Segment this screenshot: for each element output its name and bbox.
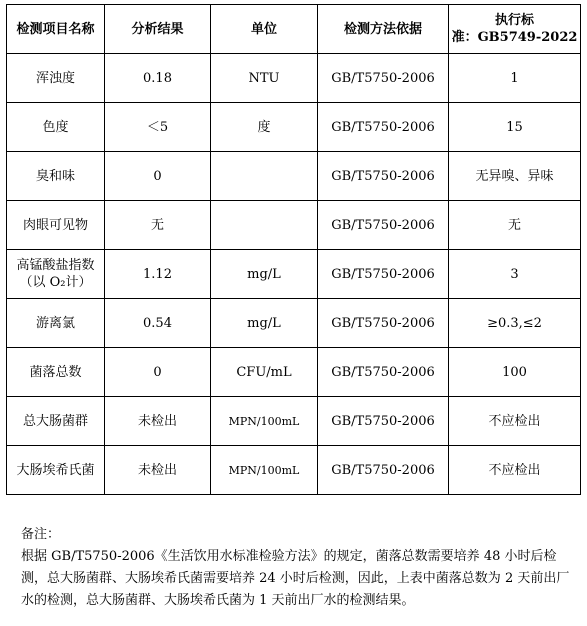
header-standard	[449, 5, 581, 54]
cell-item: 臭和味	[7, 152, 105, 201]
cell-unit: MPN/100mL	[211, 446, 318, 495]
table-row	[7, 152, 581, 201]
cell-result: 无	[105, 201, 211, 250]
cell-result: ＜5	[105, 103, 211, 152]
cell-method: GB/T5750-2006	[318, 103, 449, 152]
cell-standard: 15	[449, 103, 581, 152]
cell-unit	[211, 201, 318, 250]
notes-text: 根据 GB/T5750-2006《生活饮用水标准检验方法》的规定，菌落总数需要培养 48 小时后检测，总大肠菌群、大肠埃希氏菌需要培养 24 小时后检测，因此，上表中菌落总数为 2 天前出厂水的检测，总大肠菌群、大肠埃希氏菌为 1 天前出厂水的检测结果。	[21, 549, 570, 608]
cell-method: GB/T5750-2006	[318, 201, 449, 250]
cell-result: 0	[105, 348, 211, 397]
header-standard-line1: 执行标	[494, 13, 534, 28]
notes-label: 备注：	[21, 527, 61, 542]
notes-section	[21, 524, 577, 612]
cell-unit: 度	[211, 103, 318, 152]
cell-unit	[211, 152, 318, 201]
header-standard-line2: 准：GB5749-2022	[451, 30, 578, 45]
cell-result: 0	[105, 152, 211, 201]
table-header-row	[7, 5, 581, 54]
table-row	[7, 446, 581, 495]
cell-standard: 100	[449, 348, 581, 397]
cell-item: 浑浊度	[7, 54, 105, 103]
cell-unit: mg/L	[211, 299, 318, 348]
table-row	[7, 299, 581, 348]
cell-unit: MPN/100mL	[211, 397, 318, 446]
cell-result: 0.18	[105, 54, 211, 103]
cell-item: 色度	[7, 103, 105, 152]
cell-standard: 无异嗅、异味	[449, 152, 581, 201]
cell-standard: 不应检出	[449, 446, 581, 495]
cell-item: 总大肠菌群	[7, 397, 105, 446]
cell-item: 肉眼可见物	[7, 201, 105, 250]
cell-result: 未检出	[105, 446, 211, 495]
cell-unit: CFU/mL	[211, 348, 318, 397]
cell-result: 1.12	[105, 250, 211, 299]
cell-standard: 1	[449, 54, 581, 103]
cell-item: 游离氯	[7, 299, 105, 348]
table-row	[7, 348, 581, 397]
cell-unit: NTU	[211, 54, 318, 103]
table-row	[7, 250, 581, 299]
cell-item	[7, 250, 105, 299]
cell-item: 菌落总数	[7, 348, 105, 397]
header-method: 检测方法依据	[318, 5, 449, 54]
water-quality-table	[6, 4, 581, 495]
header-item-name: 检测项目名称	[7, 5, 105, 54]
header-unit: 单位	[211, 5, 318, 54]
table-row	[7, 201, 581, 250]
cell-unit: mg/L	[211, 250, 318, 299]
cell-method: GB/T5750-2006	[318, 397, 449, 446]
cell-item: 大肠埃希氏菌	[7, 446, 105, 495]
header-result: 分析结果	[105, 5, 211, 54]
table-row	[7, 103, 581, 152]
cell-standard: 无	[449, 201, 581, 250]
cell-method: GB/T5750-2006	[318, 152, 449, 201]
cell-method: GB/T5750-2006	[318, 250, 449, 299]
cell-result: 0.54	[105, 299, 211, 348]
cell-standard: ≥0.3,≤2	[449, 299, 581, 348]
table-row	[7, 54, 581, 103]
cell-method: GB/T5750-2006	[318, 299, 449, 348]
cell-item-line2: （以 O₂计）	[19, 275, 92, 290]
cell-method: GB/T5750-2006	[318, 348, 449, 397]
cell-method: GB/T5750-2006	[318, 446, 449, 495]
cell-standard: 3	[449, 250, 581, 299]
cell-method: GB/T5750-2006	[318, 54, 449, 103]
cell-standard: 不应检出	[449, 397, 581, 446]
table-row	[7, 397, 581, 446]
cell-result: 未检出	[105, 397, 211, 446]
cell-item-line1: 高锰酸盐指数	[16, 258, 95, 273]
